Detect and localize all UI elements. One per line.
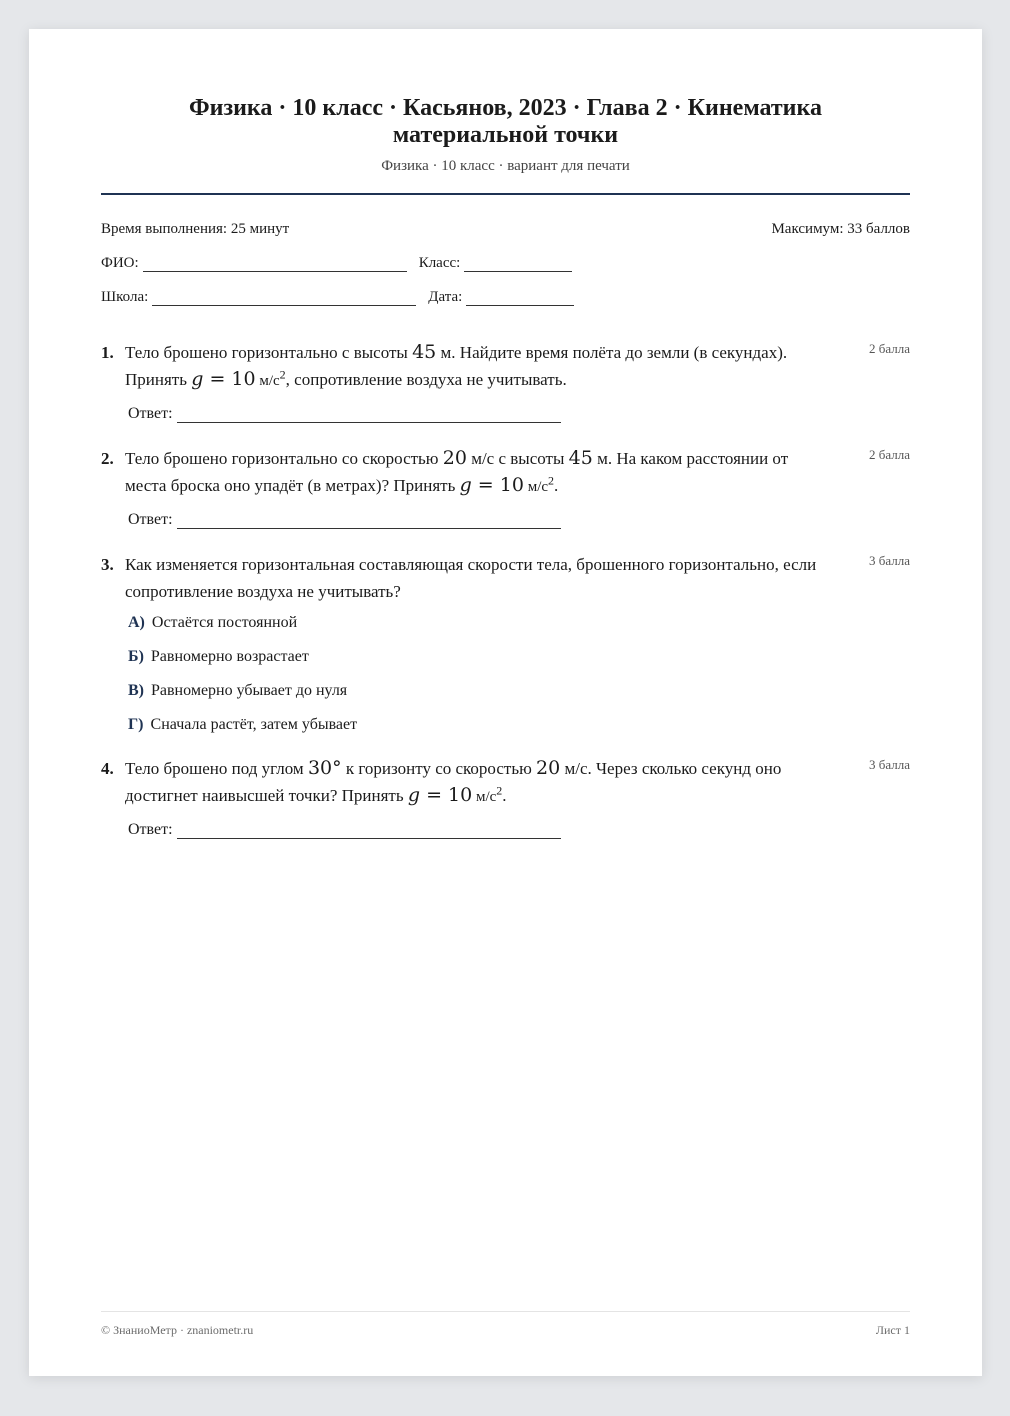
question-number: 1. (101, 343, 114, 362)
question-text: Тело брошено горизонтально с высоты 45 м. Найдите время полёта до земли (в секундах). Принять g = 10 $м/с^2$, сопротивление воздуха не учитывать. (125, 341, 788, 390)
option-letter: Б) (128, 648, 144, 665)
page-footer (101, 1311, 910, 1338)
answer-options (128, 613, 910, 735)
page-content (101, 95, 910, 839)
question-text: Как изменяется горизонтальная составляющая скорости тела, брошенного горизонтально, если сопротивление воздуха не учитывать? (125, 555, 817, 601)
option-letter: Г) (128, 716, 144, 733)
option-text: Равномерно убывает до нуля (151, 682, 348, 699)
answer-field[interactable] (177, 824, 561, 839)
answer-label: Ответ: (128, 405, 173, 422)
page-title: Физика · 10 класс · Касьянов, 2023 · Глава 2 · Кинематика материальной точки (189, 95, 822, 148)
question-points: 2 балла (869, 447, 910, 462)
question-points: 3 балла (869, 553, 910, 568)
question-number: 2. (101, 449, 114, 468)
date-label: Дата: (428, 289, 463, 305)
fio-class-row (101, 254, 910, 272)
date-field[interactable] (466, 291, 574, 306)
page-subtitle: Физика · 10 класс · вариант для печати (381, 158, 630, 174)
max-score: Максимум: 33 баллов (771, 221, 910, 237)
option-text: Сначала растёт, затем убывает (150, 716, 358, 733)
answer-label: Ответ: (128, 821, 173, 838)
question-text: Тело брошено горизонтально со скоростью 20 м/с с высоты 45 м. На каком расстоянии от места броска оно упадёт (в метрах)? Принять g = 10 $м/с^2$. (125, 447, 789, 496)
question-text: Тело брошено под углом 30° к горизонту со скоростью 20 м/с. Через сколько секунд оно достигнет наивысшей точки? Принять g = 10 $м/с^2$. (125, 757, 782, 806)
option-b[interactable] (128, 647, 910, 667)
header-divider (101, 193, 910, 195)
answer-row (128, 405, 910, 423)
option-g[interactable] (128, 715, 910, 735)
question-points: 3 балла (869, 757, 910, 772)
class-label: Класс: (418, 255, 461, 271)
question-number: 4. (101, 759, 114, 778)
answer-field[interactable] (177, 408, 561, 423)
fio-label: ФИО: (101, 255, 139, 271)
fio-field[interactable] (143, 257, 407, 272)
meta-row (101, 220, 910, 238)
answer-row (128, 821, 910, 839)
question-number: 3. (101, 555, 114, 574)
question-4 (101, 755, 910, 811)
option-letter: В) (128, 682, 144, 699)
school-label: Школа: (101, 289, 149, 305)
question-3 (101, 551, 910, 605)
option-text: Остаётся постоянной (151, 614, 298, 631)
footer-copyright: © ЗнаниоМетр · znaniometr.ru (101, 1323, 254, 1337)
question-2 (101, 445, 910, 501)
option-text: Равномерно возрастает (150, 648, 309, 665)
school-date-row (101, 288, 910, 306)
worksheet-page (29, 29, 982, 1376)
option-letter: А) (128, 614, 145, 631)
answer-field[interactable] (177, 514, 561, 529)
time-limit: Время выполнения: 25 минут (101, 221, 290, 237)
question-points: 2 балла (869, 341, 910, 356)
footer-page-number: Лист 1 (875, 1323, 910, 1337)
option-v[interactable] (128, 681, 910, 701)
class-field[interactable] (464, 257, 572, 272)
question-1 (101, 339, 910, 395)
answer-label: Ответ: (128, 511, 173, 528)
option-a[interactable] (128, 613, 910, 633)
answer-row (128, 511, 910, 529)
school-field[interactable] (152, 291, 416, 306)
